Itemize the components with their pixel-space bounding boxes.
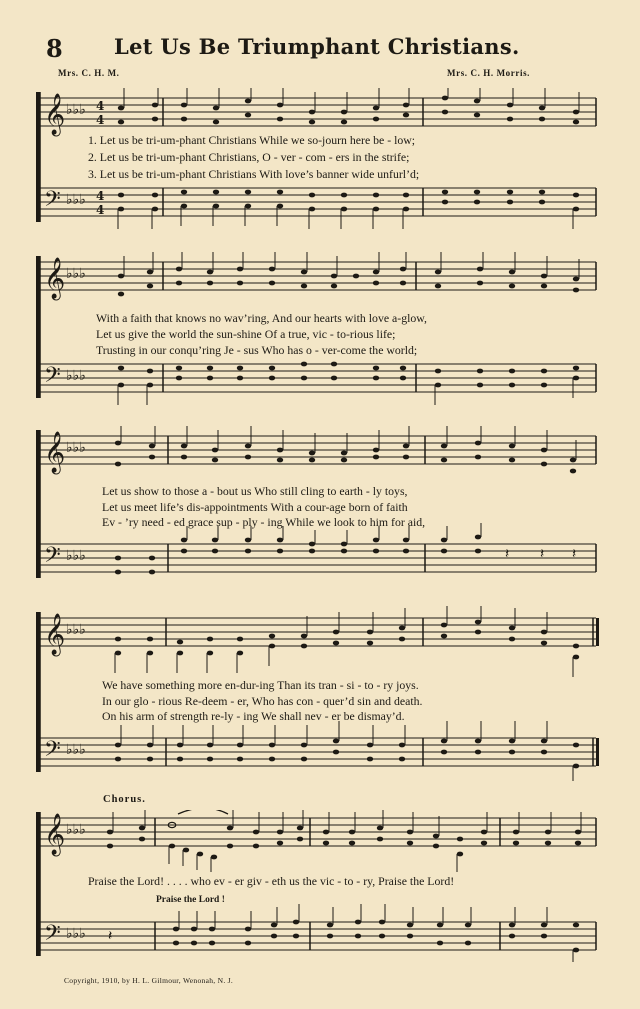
- svg-text:𝄢: 𝄢: [44, 187, 61, 217]
- svg-text:4: 4: [96, 99, 105, 113]
- svg-text:♭♭♭: ♭♭♭: [66, 192, 86, 208]
- svg-text:♭♭♭: ♭♭♭: [66, 102, 86, 118]
- svg-text:𝄞: 𝄞: [44, 94, 66, 135]
- svg-text:𝄽: 𝄽: [540, 546, 545, 562]
- music-credit: Mrs. C. H. Morris.: [447, 68, 531, 78]
- system-3-verse-2: Let us meet life’s dis-appointments With a cour-age born of faith: [102, 500, 408, 514]
- chorus-lyric: Praise the Lord! . . . . who ev - er giv - eth us the vic - to - ry, Praise the Lord!: [88, 874, 455, 888]
- system-1-verse-2: 2. Let us be tri-um-phant Christians, O - ver - com - ers in the strife;: [88, 150, 410, 164]
- system-3-verse-1: Let us show to those a - bout us Who still cling to earth - ly toys,: [102, 484, 408, 498]
- words-credit: Mrs. C. H. M.: [58, 68, 120, 78]
- system-4-verse-2: In our glo - rious Re-deem - er, Who has con - quer’d sin and death.: [102, 694, 423, 708]
- svg-text:𝄽: 𝄽: [572, 546, 577, 562]
- chorus-label: Chorus.: [103, 794, 146, 805]
- copyright-notice: Copyright, 1910, by H. L. Gilmour, Wenonah, N. J.: [64, 976, 234, 985]
- svg-text:♭♭♭: ♭♭♭: [66, 368, 86, 384]
- system-3-verse-3: Ev - ’ry need - ed grace sup - ply - ing While we look to him for aid,: [102, 515, 426, 529]
- system-4-verse-3: On his arm of strength re-ly - ing We shall nev - er be dismay’d.: [102, 709, 405, 723]
- svg-text:♭♭♭: ♭♭♭: [66, 822, 86, 838]
- system-2-verse-2: Let us give the world the sun-shine Of a true, vic - to-rious life;: [96, 327, 396, 341]
- svg-text:𝄢: 𝄢: [44, 737, 61, 767]
- svg-text:𝄞: 𝄞: [44, 614, 66, 655]
- system-2-verse-3: Trusting in our conqu’ring Je - sus Who has o - ver-come the world;: [96, 343, 418, 357]
- chorus-notation: [0, 810, 640, 970]
- svg-text:♭♭♭: ♭♭♭: [66, 926, 86, 942]
- svg-text:4: 4: [96, 189, 105, 203]
- svg-text:𝄢: 𝄢: [44, 543, 61, 573]
- svg-text:𝄢: 𝄢: [44, 921, 61, 951]
- svg-text:♭♭♭: ♭♭♭: [66, 548, 86, 564]
- svg-text:4: 4: [96, 113, 105, 127]
- svg-text:𝄽: 𝄽: [505, 546, 510, 562]
- system-2-verse-1: With a faith that knows no wav’ring, And our hearts with love a-glow,: [96, 311, 427, 325]
- svg-text:♭♭♭: ♭♭♭: [66, 742, 86, 758]
- svg-text:𝄢: 𝄢: [44, 363, 61, 393]
- svg-text:4: 4: [96, 203, 105, 217]
- system-1-verse-1: 1. Let us be tri-um-phant Christians While we so-journ here be - low;: [88, 133, 416, 147]
- bass-cue: Praise the Lord !: [156, 895, 225, 905]
- svg-text:𝄽: 𝄽: [108, 928, 113, 944]
- svg-text:♭♭♭: ♭♭♭: [66, 622, 86, 638]
- svg-text:𝄞: 𝄞: [44, 814, 66, 855]
- system-4-verse-1: We have something more en-dur-ing Than its tran - si - to - ry joys.: [102, 678, 419, 692]
- page-number: 8: [46, 34, 63, 63]
- svg-text:♭♭♭: ♭♭♭: [66, 440, 86, 456]
- svg-text:𝄞: 𝄞: [44, 432, 66, 473]
- hymn-title: Let Us Be Triumphant Christians.: [114, 34, 520, 59]
- system-1-verse-3: 3. Let us be tri-um-phant Christians With love’s banner wide unfurl’d;: [88, 167, 420, 181]
- svg-text:𝄞: 𝄞: [44, 258, 66, 299]
- svg-text:♭♭♭: ♭♭♭: [66, 266, 86, 282]
